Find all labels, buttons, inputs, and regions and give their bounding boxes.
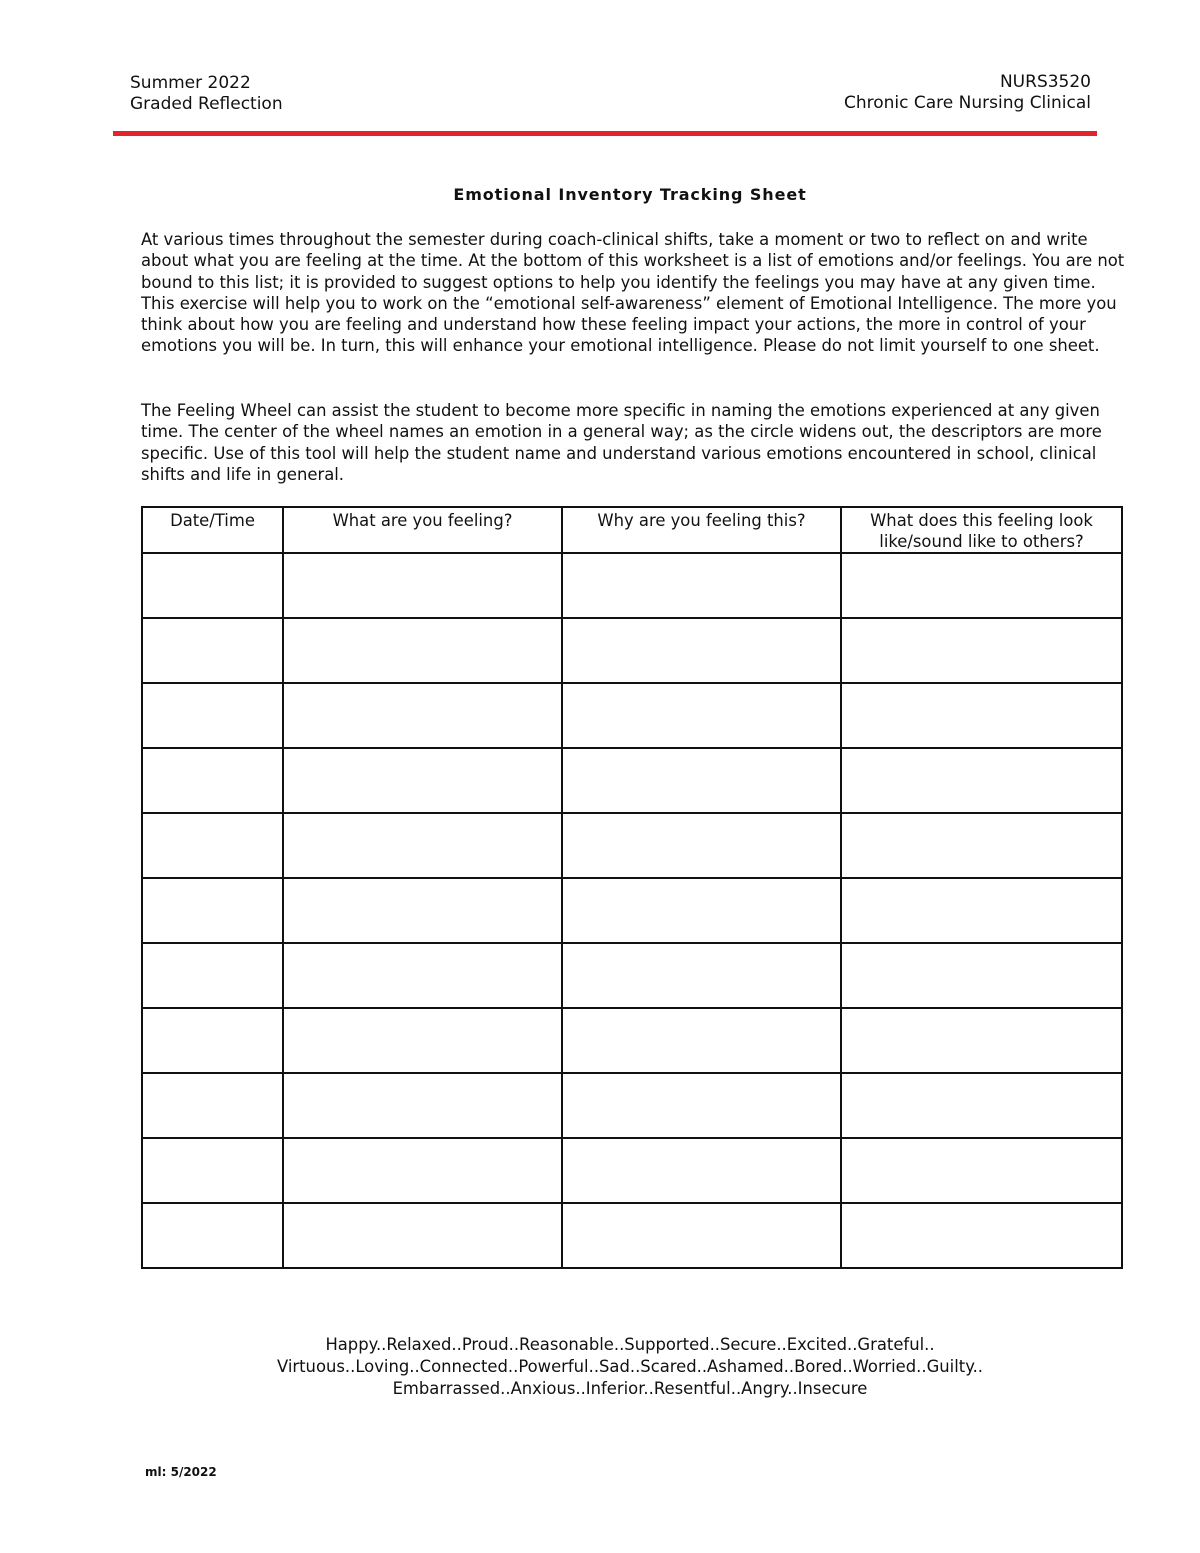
feeling-wheel-paragraph: The Feeling Wheel can assist the student to become more specific in naming the emotions experienced at any given time. The center of the wheel names an emotion in a general way; as the circle widens out, the descriptors are more specific. Use of this tool will help the student name and understand various emotions encountered in school, clinical shifts and life in general. <box>141 401 1102 484</box>
reason-cell[interactable] <box>562 553 841 618</box>
appearance-cell[interactable] <box>841 813 1122 878</box>
date-cell[interactable] <box>142 1203 283 1268</box>
table-row <box>142 813 1122 878</box>
emotions-line: Happy..Relaxed..Proud..Reasonable..Supported..Secure..Excited..Grateful.. <box>325 1335 935 1354</box>
header-right <box>844 72 1091 114</box>
course-code: NURS3520 <box>999 72 1091 92</box>
feeling-cell[interactable] <box>283 1008 562 1073</box>
appearance-cell[interactable] <box>841 618 1122 683</box>
reason-cell[interactable] <box>562 813 841 878</box>
table-row <box>142 618 1122 683</box>
instructions-paragraph: At various times throughout the semester during coach-clinical shifts, take a moment or two to reflect on and write about what you are feeling at the time. At the bottom of this worksheet is a list of emotions and/or feelings. You are not bound to this list; it is provided to suggest options to help you identify the feelings you may have at any given time. This exercise will help you to work on the “emotional self-awareness” element of Emotional Intelligence. The more you think about how you are feeling and understand how these feeling impact your actions, the more in control of your emotions you will be. In turn, this will enhance your emotional intelligence. Please do not limit yourself to one sheet. <box>141 230 1125 356</box>
date-cell[interactable] <box>142 813 283 878</box>
appearance-cell[interactable] <box>841 683 1122 748</box>
header-feeling: What are you feeling? <box>283 507 562 553</box>
table-row <box>142 553 1122 618</box>
revision-note: ml: 5/2022 <box>145 1465 217 1479</box>
reason-cell[interactable] <box>562 1203 841 1268</box>
table-row <box>142 1203 1122 1268</box>
feeling-cell[interactable] <box>283 943 562 1008</box>
feeling-cell[interactable] <box>283 748 562 813</box>
date-cell[interactable] <box>142 943 283 1008</box>
table-row <box>142 943 1122 1008</box>
date-cell[interactable] <box>142 1138 283 1203</box>
feeling-cell[interactable] <box>283 553 562 618</box>
date-cell[interactable] <box>142 683 283 748</box>
table-row <box>142 1073 1122 1138</box>
reason-cell[interactable] <box>562 1008 841 1073</box>
table-header-row <box>142 507 1122 553</box>
appearance-cell[interactable] <box>841 1138 1122 1203</box>
feeling-cell[interactable] <box>283 618 562 683</box>
feeling-cell[interactable] <box>283 1138 562 1203</box>
table-row <box>142 878 1122 943</box>
header-left <box>130 73 283 115</box>
feeling-cell[interactable] <box>283 813 562 878</box>
appearance-cell[interactable] <box>841 943 1122 1008</box>
reason-cell[interactable] <box>562 943 841 1008</box>
feeling-cell[interactable] <box>283 1073 562 1138</box>
header-reason: Why are you feeling this? <box>562 507 841 553</box>
feeling-cell[interactable] <box>283 683 562 748</box>
appearance-cell[interactable] <box>841 748 1122 813</box>
table-row <box>142 1008 1122 1073</box>
header-date-time: Date/Time <box>142 507 283 553</box>
date-cell[interactable] <box>142 1073 283 1138</box>
date-cell[interactable] <box>142 748 283 813</box>
date-cell[interactable] <box>142 878 283 943</box>
table-row <box>142 683 1122 748</box>
header-appearance: What does this feeling look like/sound like to others? <box>841 507 1122 553</box>
appearance-cell[interactable] <box>841 553 1122 618</box>
appearance-cell[interactable] <box>841 1203 1122 1268</box>
reason-cell[interactable] <box>562 1073 841 1138</box>
reason-cell[interactable] <box>562 683 841 748</box>
term-label: Summer 2022 <box>130 73 251 93</box>
appearance-cell[interactable] <box>841 1008 1122 1073</box>
date-cell[interactable] <box>142 618 283 683</box>
reason-cell[interactable] <box>562 618 841 683</box>
table-row <box>142 748 1122 813</box>
reason-cell[interactable] <box>562 748 841 813</box>
reason-cell[interactable] <box>562 878 841 943</box>
emotions-list <box>0 1334 1200 1400</box>
feeling-cell[interactable] <box>283 1203 562 1268</box>
header-divider <box>113 131 1097 136</box>
feeling-cell[interactable] <box>283 878 562 943</box>
emotions-line: Virtuous..Loving..Connected..Powerful..Sad..Scared..Ashamed..Bored..Worried..Guilty.. <box>276 1357 983 1376</box>
appearance-cell[interactable] <box>841 1073 1122 1138</box>
date-cell[interactable] <box>142 553 283 618</box>
page-title: Emotional Inventory Tracking Sheet <box>453 185 807 204</box>
date-cell[interactable] <box>142 1008 283 1073</box>
table-row <box>142 1138 1122 1203</box>
tracking-table <box>141 506 1123 1269</box>
course-name: Chronic Care Nursing Clinical <box>843 93 1091 113</box>
appearance-cell[interactable] <box>841 878 1122 943</box>
assignment-label: Graded Reflection <box>130 94 283 114</box>
emotions-line: Embarrassed..Anxious..Inferior..Resentful..Angry..Insecure <box>392 1379 868 1398</box>
reason-cell[interactable] <box>562 1138 841 1203</box>
